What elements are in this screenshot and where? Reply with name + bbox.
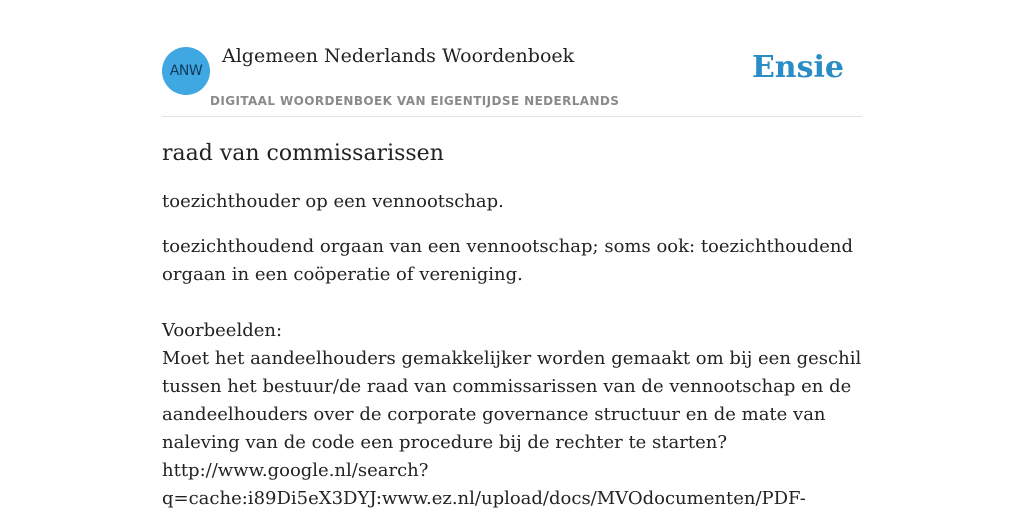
examples-heading: Voorbeelden: [162, 320, 283, 341]
entry-content [162, 137, 862, 512]
anw-logo-text: ANW [169, 63, 203, 79]
ensie-brand-link[interactable]: Ensie [751, 50, 844, 85]
site-header [162, 0, 862, 117]
example-sentence: Moet het aandeelhouders gemakkelijker worden gemaakt om bij een geschil tussen het bestuur/de raad van commissarissen van de vennootschap en de aandeelhouders over de corporate governance structuur en de mate van naleving van de code een procedure bij de rechter te starten? [162, 348, 862, 453]
source-url-line-1: http://www.google.nl/search? [162, 460, 429, 481]
site-title[interactable]: Algemeen Nederlands Woordenboek [222, 45, 575, 67]
site-subtitle: DIGITAAL WOORDENBOEK VAN EIGENTIJDSE NEDERLANDS [210, 94, 620, 108]
entry-term: raad van commissarissen [162, 141, 444, 166]
entry-definition-2: toezichthoudend orgaan van een vennootschap; soms ook: toezichthoudend orgaan in een coöperatie of vereniging. [162, 236, 853, 285]
example-source-link[interactable] [162, 457, 862, 512]
anw-logo[interactable] [162, 47, 210, 95]
source-url-line-2: q=cache:i89Di5eX3DYJ:www.ez.nl/upload/docs/MVOdocumenten/PDF- [162, 488, 806, 509]
entry-definition-1: toezichthouder op een vennootschap. [162, 191, 504, 212]
